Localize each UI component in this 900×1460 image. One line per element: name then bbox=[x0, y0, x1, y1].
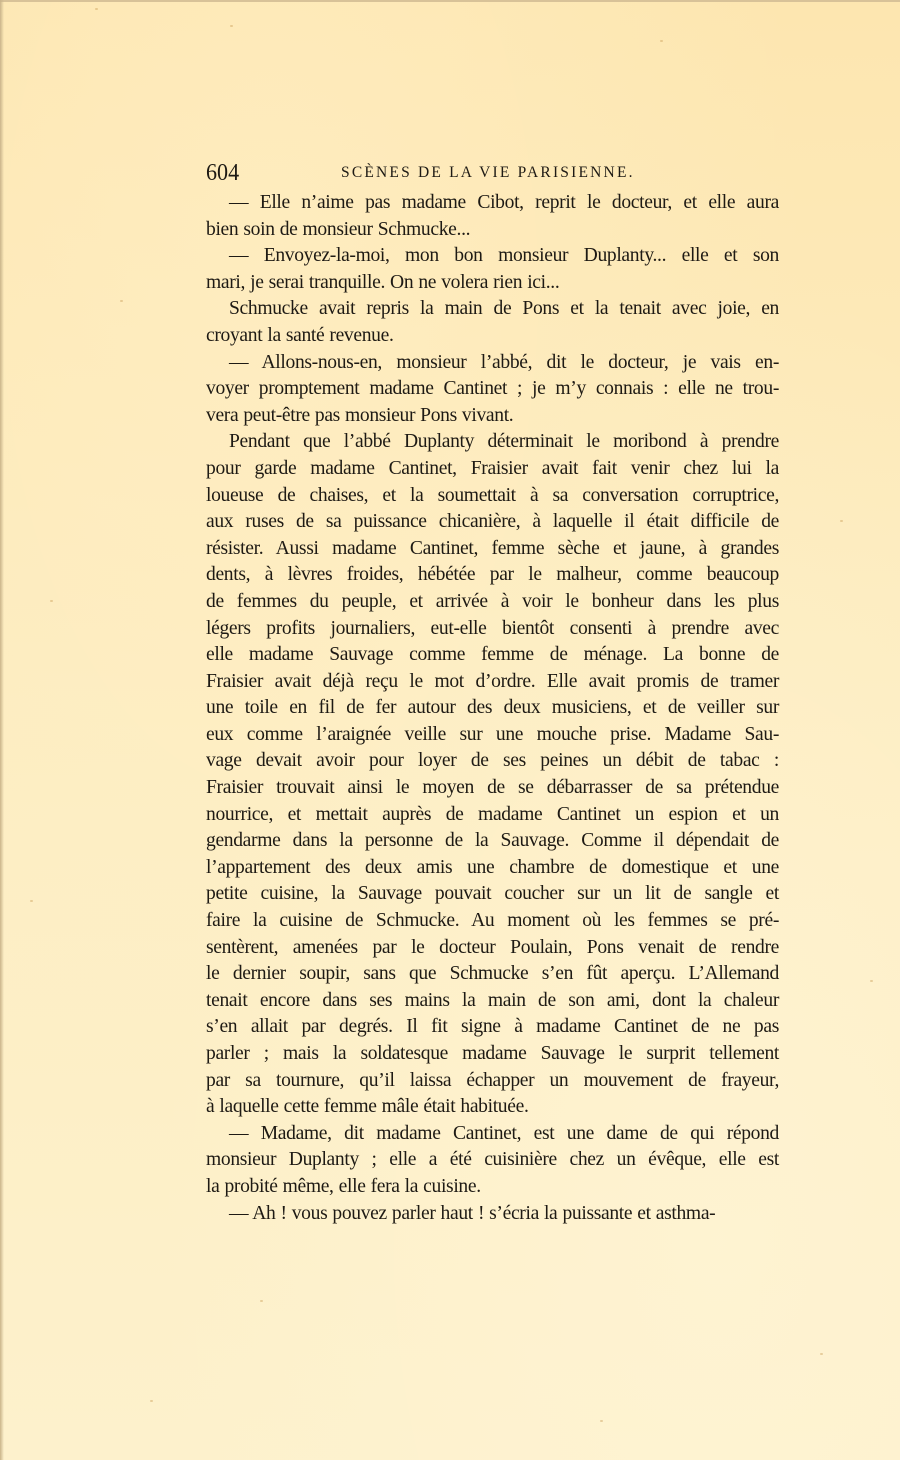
text-line: aux ruses de sa puissance chicanière, à laquelle il était difficile de bbox=[206, 511, 779, 533]
page-top-edge bbox=[0, 0, 900, 2]
text-line: monsieur Duplanty ; elle a été cuisinière chez un évêque, elle est bbox=[206, 1149, 779, 1171]
paper-fleck bbox=[230, 25, 233, 27]
text-line: gendarme dans la personne de la Sauvage. Comme il dépendait de bbox=[206, 830, 779, 852]
paper-fleck bbox=[50, 600, 53, 602]
text-line: dents, à lèvres froides, hébétée par le malheur, comme beaucoup bbox=[206, 564, 779, 586]
text-line: petite cuisine, la Sauvage pouvait coucher sur un lit de sangle et bbox=[206, 883, 779, 905]
text-line: la probité même, elle fera la cuisine. bbox=[206, 1175, 481, 1197]
text-line: mari, je serai tranquille. On ne volera rien ici... bbox=[206, 271, 560, 293]
paper-fleck bbox=[30, 900, 33, 902]
book-page bbox=[206, 156, 779, 1227]
paper-fleck bbox=[840, 520, 843, 522]
text-line: le dernier soupir, sans que Schmucke s’en fût aperçu. L’Allemand bbox=[206, 963, 779, 985]
text-line: nourrice, et mettait auprès de madame Cantinet un espion et un bbox=[206, 803, 779, 825]
text-line: légers profits journaliers, eut-elle bientôt consenti à prendre avec bbox=[206, 617, 779, 639]
text-line: — Elle n’aime pas madame Cibot, reprit le docteur, et elle aura bbox=[229, 192, 779, 213]
text-line: eux comme l’araignée veille sur une mouche prise. Madame Sau- bbox=[206, 723, 779, 745]
text-line: loueuse de chaises, et la soumettait à sa conversation corruptrice, bbox=[206, 484, 779, 506]
paper-fleck bbox=[600, 1420, 603, 1422]
text-line: sentèrent, amenées par le docteur Poulain, Pons venait de rendre bbox=[206, 936, 779, 958]
running-head bbox=[206, 156, 779, 190]
paper-fleck bbox=[150, 1400, 153, 1402]
paragraph bbox=[206, 1201, 779, 1228]
text-line: Fraisier avait déjà reçu le mot d’ordre. Elle avait promis de tramer bbox=[206, 670, 779, 692]
text-line: voyer promptement madame Cantinet ; je m’y connais : elle ne trou- bbox=[206, 378, 779, 400]
text-line: Fraisier trouvait ainsi le moyen de se débarrasser de sa prétendue bbox=[206, 777, 779, 799]
paragraph bbox=[206, 190, 779, 243]
paper-fleck bbox=[660, 40, 663, 42]
text-line: de femmes du peuple, et arrivée à voir le bonheur dans les plus bbox=[206, 590, 779, 612]
paragraph bbox=[206, 429, 779, 1120]
text-line: Schmucke avait repris la main de Pons et la tenait avec joie, en bbox=[229, 298, 779, 320]
text-line: tenait encore dans ses mains la main de son ami, dont la chaleur bbox=[206, 989, 779, 1011]
text-line: — Envoyez-la-moi, mon bon monsieur Duplanty... elle et son bbox=[229, 245, 779, 267]
text-line: vera peut-être pas monsieur Pons vivant. bbox=[206, 404, 514, 426]
page-left-edge bbox=[0, 0, 4, 1460]
paragraph bbox=[206, 296, 779, 349]
text-line: parler ; mais la soldatesque madame Sauvage le surprit tellement bbox=[206, 1043, 779, 1064]
running-title: SCÈNES DE LA VIE PARISIENNE. bbox=[341, 164, 635, 181]
text-line: — Madame, dit madame Cantinet, est une dame de qui répond bbox=[229, 1122, 779, 1144]
text-line: à laquelle cette femme mâle était habituée. bbox=[206, 1096, 529, 1118]
paper-fleck bbox=[870, 980, 873, 982]
text-line: par sa tournure, qu’il laissa échapper un mouvement de frayeur, bbox=[206, 1069, 779, 1091]
text-line: Pendant que l’abbé Duplanty déterminait le moribond à prendre bbox=[229, 431, 779, 453]
paragraph bbox=[206, 243, 779, 296]
text-line: résister. Aussi madame Cantinet, femme sèche et jaune, à grandes bbox=[206, 537, 779, 559]
text-line: vage devait avoir pour loyer de ses peines un débit de tabac : bbox=[206, 750, 779, 772]
text-line: — Ah ! vous pouvez parler haut ! s’écria la puissante et asthma- bbox=[229, 1202, 716, 1224]
text-line: — Allons-nous-en, monsieur l’abbé, dit le docteur, je vais en- bbox=[229, 351, 779, 373]
paragraph bbox=[206, 1121, 779, 1201]
text-line: une toile en fil de fer autour des deux musiciens, et de veiller sur bbox=[206, 697, 779, 719]
text-line: pour garde madame Cantinet, Fraisier avait fait venir chez lui la bbox=[206, 457, 779, 479]
text-line: s’en allait par degrés. Il fit signe à madame Cantinet de ne pas bbox=[206, 1016, 779, 1038]
paper-fleck bbox=[820, 1353, 823, 1355]
page-number: 604 bbox=[206, 160, 240, 186]
body-text bbox=[206, 190, 779, 1227]
text-line: l’appartement des deux amis une chambre de domestique et une bbox=[206, 856, 779, 878]
paragraph bbox=[206, 350, 779, 430]
paper-fleck bbox=[95, 8, 98, 10]
text-line: faire la cuisine de Schmucke. Au moment où les femmes se pré- bbox=[206, 910, 779, 932]
text-line: croyant la santé revenue. bbox=[206, 324, 394, 346]
text-line: bien soin de monsieur Schmucke... bbox=[206, 218, 471, 240]
text-line: elle madame Sauvage comme femme de ménage. La bonne de bbox=[206, 644, 779, 666]
paper-fleck bbox=[260, 1300, 263, 1302]
paper-fleck bbox=[120, 300, 123, 302]
